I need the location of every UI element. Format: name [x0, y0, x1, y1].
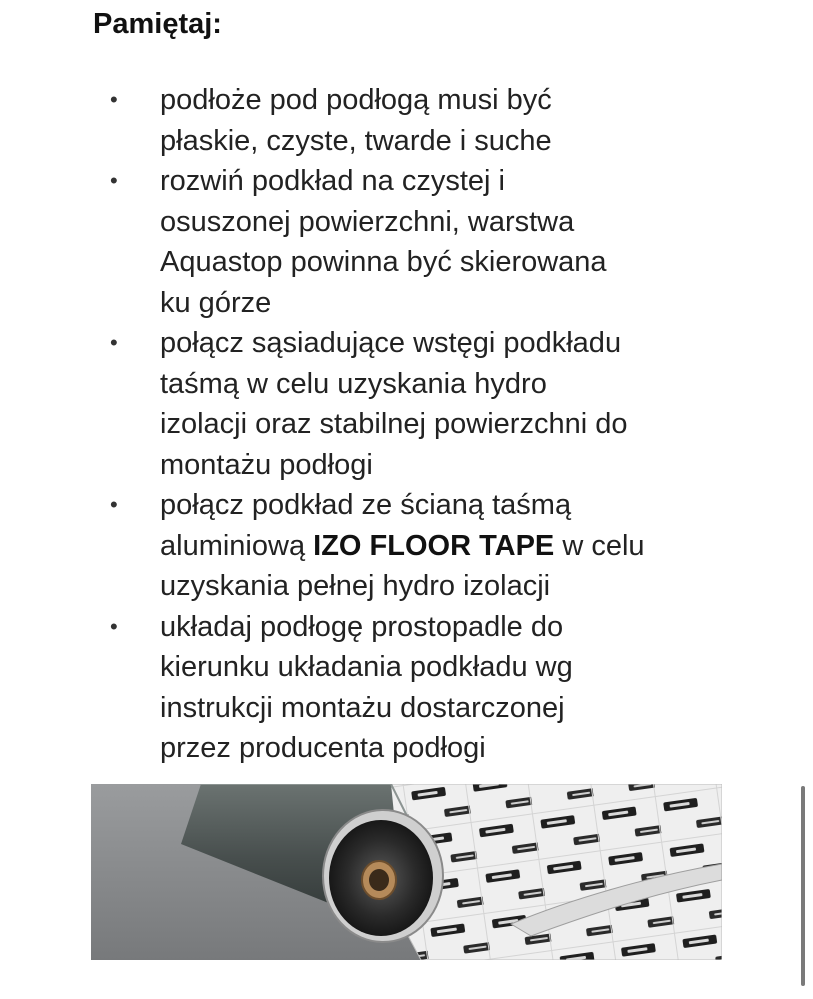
list-item [110, 485, 750, 607]
item-line: instrukcji montażu dostarczonej [160, 691, 565, 724]
item-line: taśmą w celu uzyskania hydro [160, 367, 547, 400]
item-line: połącz podkład ze ścianą taśmą [160, 489, 572, 521]
item-line: kierunku układania podkładu wg [160, 651, 573, 683]
bullet-icon: • [110, 330, 118, 355]
product-name: IZO FLOOR TAPE [313, 529, 555, 562]
item-line: ku górze [160, 286, 272, 319]
item-line: Aquastop powinna być skierowana [160, 246, 607, 278]
item-line: rozwiń podkład na czystej i [160, 165, 505, 197]
instructions-list [110, 80, 750, 769]
item-line: montażu podłogi [160, 448, 373, 481]
product-photo [91, 784, 722, 960]
item-line: osuszonej powierzchni, warstwa [160, 205, 575, 238]
list-item [110, 161, 750, 323]
list-item [110, 80, 750, 161]
bullet-icon: • [110, 492, 118, 517]
item-line: układaj podłogę prostopadle do [160, 610, 564, 643]
item-line: uzyskania pełnej hydro izolacji [160, 570, 551, 602]
item-line-part: aluminiową [160, 529, 314, 562]
item-line: podłoże pod podłogą musi być [160, 84, 552, 116]
scrollbar-thumb[interactable] [801, 786, 805, 986]
list-item [110, 607, 750, 769]
page-title: Pamiętaj: [93, 8, 222, 40]
bullet-icon: • [110, 168, 118, 193]
item-line: przez producenta podłogi [160, 732, 486, 764]
list-item [110, 323, 750, 485]
item-line: izolacji oraz stabilnej powierzchni do [160, 408, 628, 440]
item-line: płaskie, czyste, twarde i suche [160, 124, 552, 157]
bullet-icon: • [110, 613, 118, 639]
bullet-icon: • [110, 87, 118, 112]
item-line-part: w celu [554, 529, 645, 562]
item-line: połącz sąsiadujące wstęgi podkładu [160, 327, 622, 359]
